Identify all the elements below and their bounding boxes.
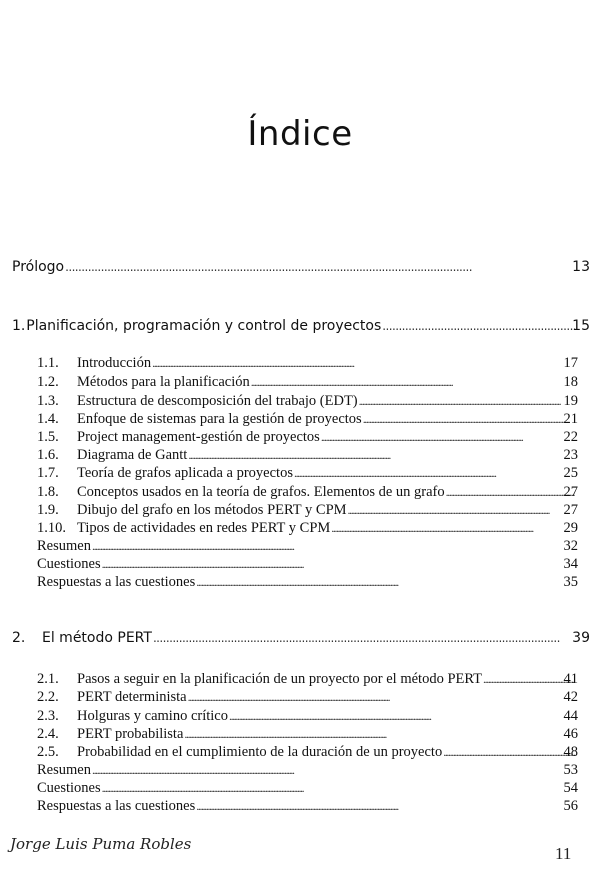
footer-author: Jorge Luis Puma Robles xyxy=(10,835,192,853)
dot-leader xyxy=(321,428,575,446)
toc-section-2-4[interactable] xyxy=(37,725,578,743)
toc-questions-1[interactable] xyxy=(37,555,578,573)
section-title: PERT probabilista xyxy=(77,726,184,742)
toc-page-number: 17 xyxy=(563,355,578,371)
toc-section-2-2[interactable] xyxy=(37,688,578,706)
toc-page-number: 54 xyxy=(563,780,578,796)
section-title: Pasos a seguir en la planificación de un proyecto por el método PERT xyxy=(77,671,483,687)
toc-section-1-3[interactable] xyxy=(37,392,578,410)
section-number: 2.1. xyxy=(37,671,59,687)
dot-leader xyxy=(446,483,575,501)
section-title: Estructura de descomposición del trabajo (EDT) xyxy=(77,393,358,409)
chapter-number: 2. xyxy=(12,630,26,646)
section-title: Dibujo del grafo en los métodos PERT y CPM xyxy=(77,502,347,518)
section-number: 1.7. xyxy=(37,465,59,481)
dot-leader xyxy=(188,688,575,706)
toc-page-number: 27 xyxy=(563,484,578,500)
toc-section-1-10[interactable] xyxy=(37,519,578,537)
toc-page-number: 23 xyxy=(563,447,578,463)
dot-leader xyxy=(153,629,575,647)
dot-leader xyxy=(184,725,575,743)
section-number: 2.2. xyxy=(37,689,59,705)
entry-title: Resumen xyxy=(37,538,91,554)
section-number: 1.2. xyxy=(37,374,59,390)
toc-page-number: 32 xyxy=(563,538,578,554)
dot-leader xyxy=(443,743,575,761)
dot-leader xyxy=(348,501,575,519)
toc-page-number: 42 xyxy=(563,689,578,705)
dot-leader xyxy=(152,354,575,372)
dot-leader xyxy=(196,797,575,815)
toc-section-1-7[interactable] xyxy=(37,464,578,482)
dot-leader xyxy=(196,573,575,591)
dot-leader xyxy=(331,519,575,537)
chapter-number: 1. xyxy=(12,318,26,334)
section-title: Probabilidad en el cumplimiento de la duración de un proyecto xyxy=(77,744,443,760)
entry-title: Cuestiones xyxy=(37,780,101,796)
toc-section-2-3[interactable] xyxy=(37,707,578,725)
page-title: Índice xyxy=(247,114,353,154)
section-number: 2.5. xyxy=(37,744,59,760)
toc-page-number: 18 xyxy=(563,374,578,390)
toc-section-1-2[interactable] xyxy=(37,373,578,391)
section-title: Teoría de grafos aplicada a proyectos xyxy=(77,465,293,481)
dot-leader xyxy=(188,446,575,464)
dot-leader xyxy=(363,410,575,428)
toc-page-number: 53 xyxy=(563,762,578,778)
dot-leader xyxy=(251,373,575,391)
section-title: Enfoque de sistemas para la gestión de proyectos xyxy=(77,411,362,427)
entry-title: Cuestiones xyxy=(37,556,101,572)
toc-section-1-9[interactable] xyxy=(37,501,578,519)
toc-page-number: 15 xyxy=(572,318,590,334)
section-number: 1.10. xyxy=(37,520,66,536)
toc-section-2-5[interactable] xyxy=(37,743,578,761)
entry-title: Respuestas a las cuestiones xyxy=(37,574,196,590)
section-number: 1.5. xyxy=(37,429,59,445)
dot-leader xyxy=(102,779,575,797)
section-title: PERT determinista xyxy=(77,689,187,705)
toc-page-number: 35 xyxy=(563,574,578,590)
toc-page-number: 19 xyxy=(563,393,578,409)
toc-section-1-6[interactable] xyxy=(37,446,578,464)
toc-summary-1[interactable] xyxy=(37,537,578,555)
section-title: Métodos para la planificación xyxy=(77,374,250,390)
toc-page-number: 21 xyxy=(563,411,578,427)
toc-page-number: 46 xyxy=(563,726,578,742)
toc-answers-1[interactable] xyxy=(37,573,578,591)
dot-leader xyxy=(359,392,575,410)
toc-page-number: 44 xyxy=(563,708,578,724)
chapter-title: El método PERT xyxy=(42,630,152,646)
toc-answers-2[interactable] xyxy=(37,797,578,815)
toc-section-1-8[interactable] xyxy=(37,483,578,501)
dot-leader xyxy=(229,707,575,725)
toc-section-2-1[interactable] xyxy=(37,670,578,688)
toc-page-number: 22 xyxy=(563,429,578,445)
section-title: Diagrama de Gantt xyxy=(77,447,188,463)
toc-page-number: 48 xyxy=(563,744,578,760)
section-number: 1.4. xyxy=(37,411,59,427)
section-title: Holguras y camino crítico xyxy=(77,708,228,724)
dot-leader xyxy=(92,537,575,555)
footer-page-number: 11 xyxy=(555,844,572,863)
chapter-title: Planificación, programación y control de proyectos xyxy=(26,318,382,334)
dot-leader xyxy=(92,761,575,779)
section-title: Tipos de actividades en redes PERT y CPM xyxy=(77,520,331,536)
toc-entry-text: Prólogo xyxy=(12,259,65,275)
dot-leader xyxy=(65,258,575,276)
toc-page-number: 27 xyxy=(563,502,578,518)
section-number: 1.1. xyxy=(37,355,59,371)
entry-title: Respuestas a las cuestiones xyxy=(37,798,196,814)
dot-leader xyxy=(382,317,575,335)
toc-section-1-5[interactable] xyxy=(37,428,578,446)
toc-chapter-2[interactable] xyxy=(12,629,590,647)
dot-leader xyxy=(102,555,575,573)
toc-page-number: 41 xyxy=(563,671,578,687)
section-title: Conceptos usados en la teoría de grafos. Elementos de un grafo xyxy=(77,484,445,500)
entry-title: Resumen xyxy=(37,762,91,778)
toc-page-number: 56 xyxy=(563,798,578,814)
dot-leader xyxy=(483,670,575,688)
section-title: Introducción xyxy=(77,355,152,371)
section-number: 1.9. xyxy=(37,502,59,518)
toc-section-1-4[interactable] xyxy=(37,410,578,428)
section-number: 1.3. xyxy=(37,393,59,409)
dot-leader xyxy=(294,464,575,482)
toc-questions-2[interactable] xyxy=(37,779,578,797)
section-number: 1.8. xyxy=(37,484,59,500)
toc-page-number: 25 xyxy=(563,465,578,481)
toc-prologue[interactable] xyxy=(12,258,590,276)
section-number: 2.4. xyxy=(37,726,59,742)
toc-page-number: 29 xyxy=(563,520,578,536)
section-number: 2.3. xyxy=(37,708,59,724)
section-title: Project management-gestión de proyectos xyxy=(77,429,320,445)
toc-page-number: 13 xyxy=(572,259,590,275)
toc-page-number: 39 xyxy=(572,630,590,646)
section-number: 1.6. xyxy=(37,447,59,463)
toc-summary-2[interactable] xyxy=(37,761,578,779)
toc-chapter-1[interactable] xyxy=(12,317,590,335)
toc-page-number: 34 xyxy=(563,556,578,572)
toc-section-1-1[interactable] xyxy=(37,354,578,372)
